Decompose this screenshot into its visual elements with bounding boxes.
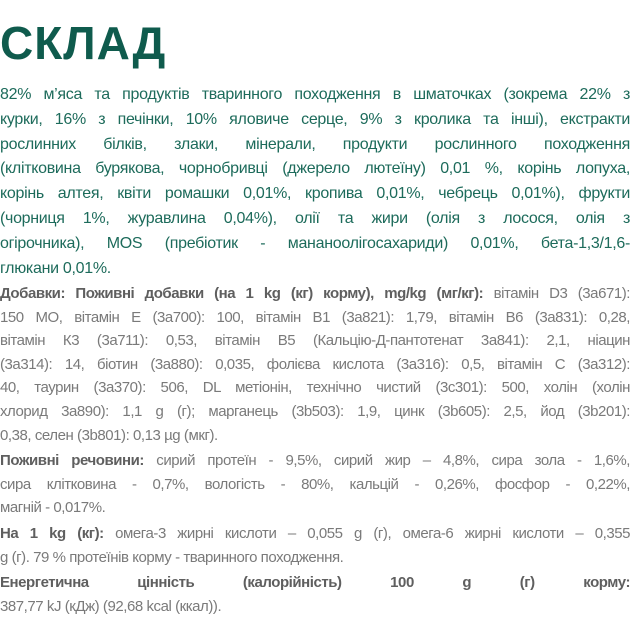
section-label: Енергетична цінність (калорійність) 100 g (г) корму: — [0, 574, 630, 592]
additives-line — [0, 282, 630, 306]
section-text: g (г). 79 % протеїнів корму - тваринного походження. — [0, 548, 344, 566]
section-text: 150 МО, вітамін Е (3а700): 100, вітамін В1 (3а821): 1,79, вітамін В6 (3а831): 0,28, — [0, 308, 630, 326]
nutrition-info — [0, 282, 630, 620]
composition-line: (чорниця 1%, журавлина 0,04%), олії та жири (олія з лосося, олія з — [0, 209, 630, 227]
energy-line — [0, 571, 630, 595]
composition-line: огірочника), MOS (пребіотик - мананоолігосахариди) 0,01%, бета-1,3/1,6- — [0, 234, 630, 252]
additives-paragraph — [0, 282, 630, 447]
composition-line: рослинних білків, злаки, мінерали, продукти рослинного походження — [0, 135, 630, 153]
section-text: 40, таурин (3а370): 506, DL метіонін, технічно чистий (3с301): 500, холін (холін — [0, 379, 630, 397]
section-text: сира клітковина - 0,7%, вологість - 80%, кальцій - 0,26%, фосфор - 0,22%, — [0, 475, 630, 493]
composition-line: глюкани 0,01%. — [0, 259, 111, 277]
additives-line — [0, 400, 630, 424]
additives-line — [0, 376, 630, 400]
per-kg-line — [0, 546, 630, 570]
nutrients-line — [0, 449, 630, 473]
composition-text — [0, 83, 630, 281]
per-kg-paragraph — [0, 522, 630, 569]
additives-line — [0, 353, 630, 377]
additives-line — [0, 306, 630, 330]
section-label: На 1 kg (кг): — [0, 524, 104, 542]
composition-line: корінь алтея, квіти ромашки 0,01%, кропива 0,01%, чебрець 0,01%), фрукти — [0, 185, 630, 203]
nutrients-line — [0, 496, 630, 520]
section-text: 387,77 kJ (кДж) (92,68 kcal (ккал)). — [0, 597, 222, 615]
additives-line — [0, 329, 630, 353]
section-text: вітамін D3 (3a671): — [483, 285, 630, 302]
energy-line — [0, 595, 630, 619]
per-kg-line — [0, 522, 630, 546]
section-text: хлорид 3а890): 1,1 g (г); марганець (3b503): 1,9, цинк (3b605): 2,5, йод (3b201): — [0, 402, 630, 420]
section-text: омега-3 жирні кислоти – 0,055 g (г), омега-6 жирні кислоти – 0,355 — [103, 524, 630, 542]
section-text: вітамін К3 (3а711): 0,53, вітамін В5 (Кальцію-Д-пантотенат 3а841): 2,1, ніацин — [0, 332, 630, 350]
page-title: СКЛАД — [0, 17, 167, 69]
section-text: 0,38, селен (3b801): 0,13 µg (мкг). — [0, 426, 218, 444]
section-text: (3а314): 14, біотин (3а880): 0,035, фолієва кислота (3а316): 0,5, вітамін С (3а312): — [0, 355, 630, 373]
composition-line: курки, 16% з печінки, 10% яловиче серце, 9% з кролика та інші), екстракти — [0, 110, 630, 128]
section-text: сирий протеїн - 9,5%, сирий жир – 4,8%, сира зола - 1,6%, — [143, 452, 630, 470]
additives-line — [0, 424, 630, 448]
composition-line: 82% м’яса та продуктів тваринного походження в шматочках (зокрема 22% з — [0, 86, 630, 103]
composition-line: (клітковина бурякова, чорнобривці (джерело лютеїну) 0,01 %, корінь лопуха, — [0, 160, 630, 178]
section-label: Добавки: Поживні добавки (на 1 kg (кг) корму), mg/kg (мг/кг): — [0, 285, 484, 302]
section-label: Поживні речовини: — [0, 452, 144, 470]
nutrients-line — [0, 473, 630, 497]
nutrients-paragraph — [0, 449, 630, 520]
energy-paragraph — [0, 571, 630, 618]
section-text: магній - 0,017%. — [0, 499, 106, 517]
